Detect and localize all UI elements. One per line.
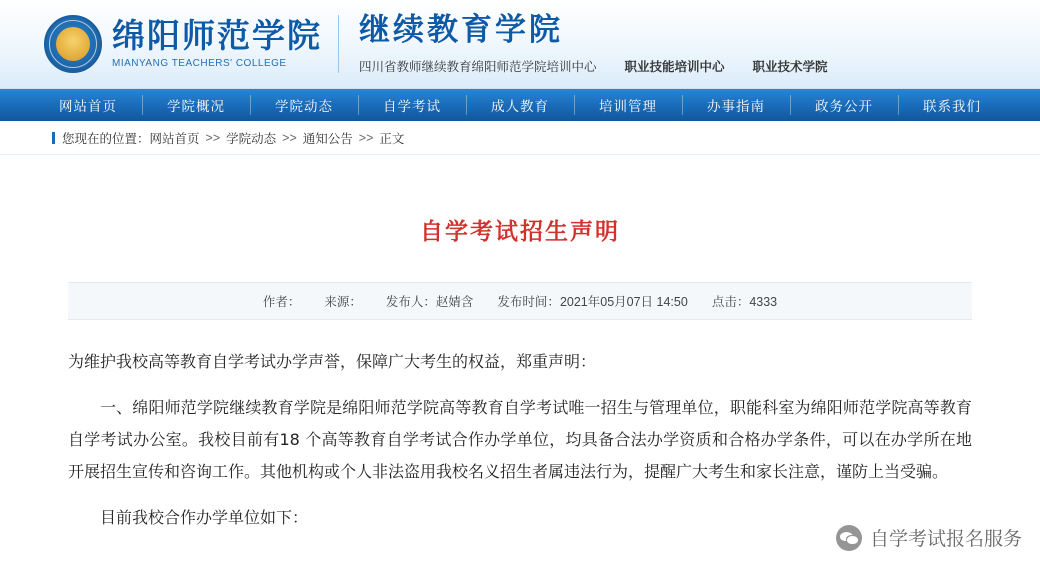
watermark-text: 自学考试报名服务 bbox=[869, 528, 1022, 550]
site-subtitle-2: 职业技术学院 bbox=[752, 59, 828, 74]
nav-item-affairs[interactable]: 政务公开 bbox=[790, 89, 898, 121]
site-header bbox=[0, 0, 1040, 89]
nav-item-contact[interactable]: 联系我们 bbox=[898, 89, 1006, 121]
site-subtitle-1: 职业技能培训中心 bbox=[624, 59, 725, 74]
page-title: 自学考试招生声明 bbox=[420, 218, 620, 245]
meta-author-label: 作者： bbox=[262, 295, 301, 309]
nav-item-overview[interactable]: 学院概况 bbox=[142, 89, 250, 121]
meta-publisher-label: 发布人： bbox=[385, 295, 436, 309]
nav-item-guide[interactable]: 办事指南 bbox=[682, 89, 790, 121]
site-subtitle-0: 四川省教师继续教育绵阳师范学院培训中心 bbox=[359, 59, 597, 74]
nav-item-home[interactable]: 网站首页 bbox=[59, 99, 117, 114]
site-title-block bbox=[359, 13, 828, 74]
article-meta bbox=[68, 282, 972, 320]
site-title: 继续教育学院 bbox=[359, 12, 563, 49]
breadcrumb-item-home[interactable]: 网站首页 bbox=[149, 131, 200, 146]
meta-publisher-value: 赵婧含 bbox=[435, 295, 474, 309]
breadcrumb-item-current: 正文 bbox=[379, 131, 405, 146]
meta-publisher bbox=[386, 292, 474, 310]
school-seal-icon bbox=[44, 15, 102, 73]
breadcrumb-item-news[interactable]: 学院动态 bbox=[226, 131, 277, 146]
breadcrumb-marker-icon bbox=[52, 132, 55, 144]
breadcrumb-separator-3: >> bbox=[358, 130, 374, 145]
school-name-cn: 绵阳师范学院 bbox=[112, 16, 322, 55]
meta-time-label: 发布时间： bbox=[497, 295, 560, 309]
meta-hits-value: 4333 bbox=[749, 295, 778, 309]
school-name-block bbox=[112, 16, 322, 69]
school-name-en: MIANYANG TEACHERS' COLLEGE bbox=[112, 58, 287, 69]
article-paragraph-1: 一、绵阳师范学院继续教育学院是绵阳师范学院高等教育自学考试唯一招生与管理单位，职能科室为绵阳师范学院高等教育自学考试办公室。我校目前有18 个高等教育自学考试合作办学单位，均具备合法办学资质和合格办学条件，可以在办学所在地开展招生宣传和咨询工作。其他机构或个人非法盗用我校名义招生者属违法行为，提醒广大考生和家长注意，谨防上当受骗。 bbox=[68, 398, 972, 481]
wechat-icon bbox=[836, 525, 862, 551]
breadcrumb-separator-2: >> bbox=[282, 130, 297, 145]
meta-time bbox=[497, 292, 687, 310]
meta-time-value: 2021年05月07日 14:50 bbox=[559, 295, 688, 309]
meta-hits-label: 点击： bbox=[711, 295, 750, 309]
article-paragraph-0: 为维护我校高等教育自学考试办学声誉，保障广大考生的权益，郑重声明： bbox=[68, 352, 597, 371]
nav-item-adult-education[interactable]: 成人教育 bbox=[466, 89, 574, 121]
article-container bbox=[0, 213, 1040, 534]
header-divider bbox=[338, 15, 339, 73]
site-subtitles bbox=[359, 57, 828, 75]
article-paragraph-2: 目前我校合作办学单位如下： bbox=[100, 508, 309, 527]
breadcrumb bbox=[0, 121, 1040, 155]
article-body bbox=[68, 346, 972, 534]
nav-item-training[interactable]: 培训管理 bbox=[574, 89, 682, 121]
breadcrumb-separator-1: >> bbox=[205, 130, 221, 145]
main-nav bbox=[0, 89, 1040, 121]
meta-source-label: 来源： bbox=[324, 295, 362, 309]
watermark bbox=[836, 524, 1022, 551]
nav-item-news[interactable]: 学院动态 bbox=[250, 89, 358, 121]
site-logo[interactable] bbox=[44, 15, 322, 73]
meta-hits bbox=[712, 292, 777, 310]
nav-item-self-study-exam[interactable]: 自学考试 bbox=[358, 89, 466, 121]
breadcrumb-prefix: 您现在的位置： bbox=[62, 131, 150, 146]
breadcrumb-item-notice[interactable]: 通知公告 bbox=[302, 131, 353, 146]
